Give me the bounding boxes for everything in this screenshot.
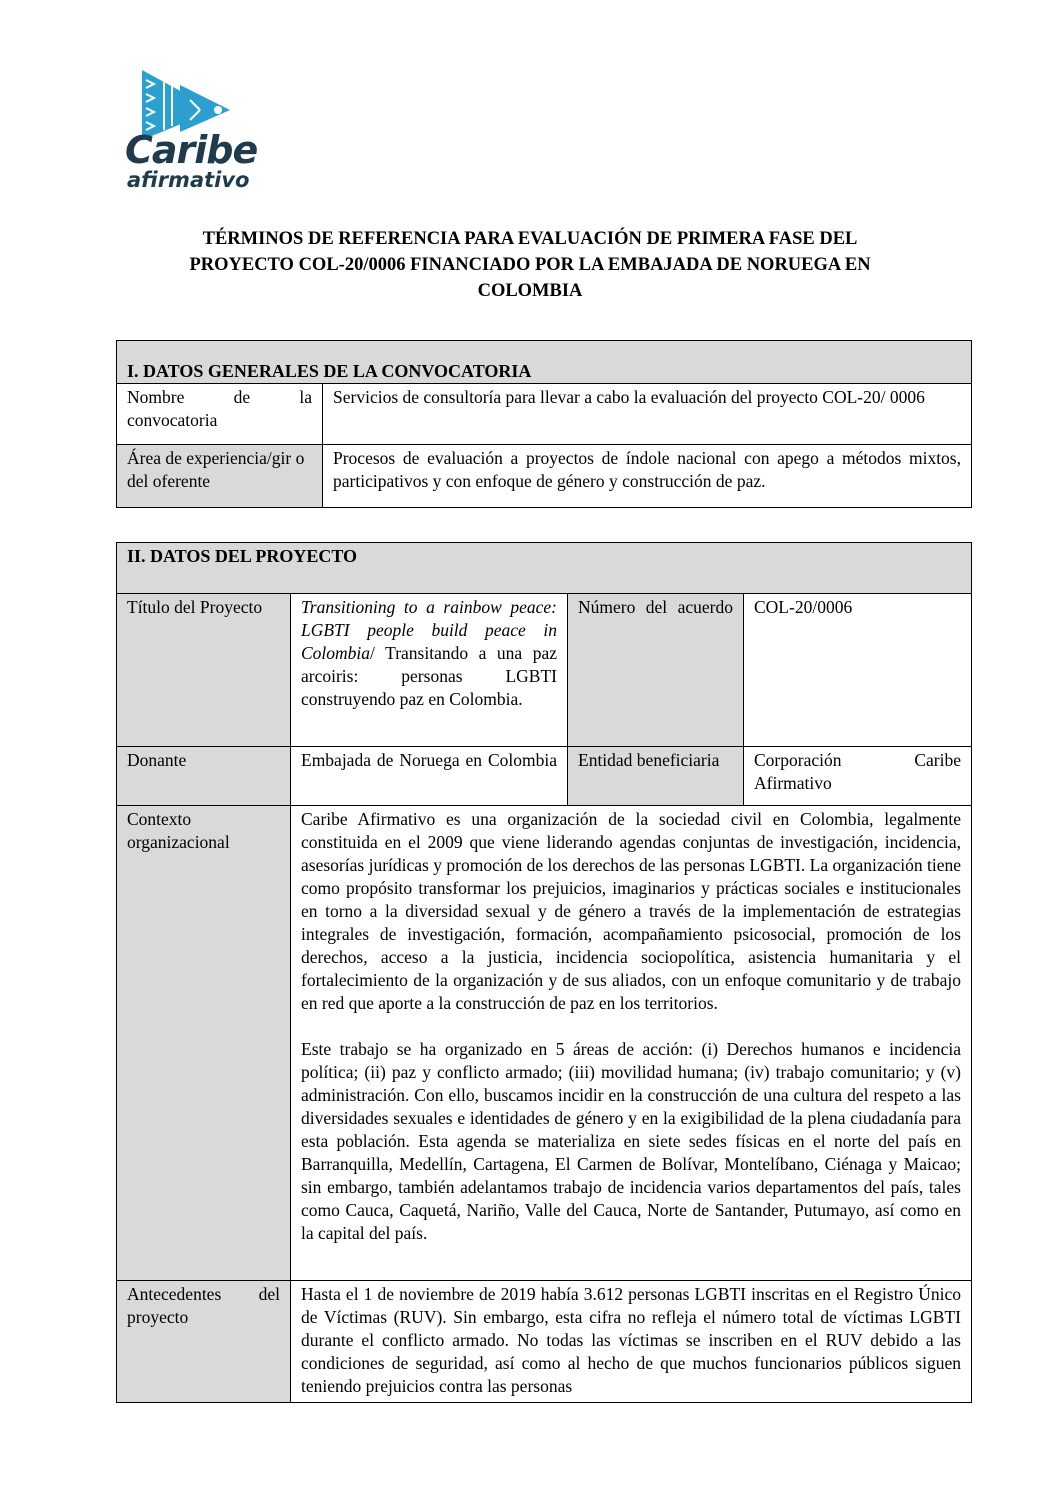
title-line-2: PROYECTO COL-20/0006 FINANCIADO POR LA EMBAJADA DE NORUEGA EN bbox=[189, 255, 871, 275]
label-donante: Donante bbox=[117, 747, 291, 806]
value-numero: COL-20/0006 bbox=[744, 594, 972, 747]
document-title bbox=[140, 226, 920, 304]
value-antecedentes: Hasta el 1 de noviembre de 2019 había 3.612 personas LGBTI inscritas en el Registro Único de Víctimas (RUV). Sin embargo, esta cifra no refleja el número total de víctimas LGBTI durante el conflicto armado. No todas las víctimas se inscriben en el RUV debido a las condiciones de seguridad, así como al hecho de que muchos funcionarios públicos siguen teniendo prejuicios contra las personas bbox=[291, 1281, 972, 1403]
contexto-paragraph-1: Caribe Afirmativo es una organización de la sociedad civil en Colombia, legalmente constituida en el 2009 que viene liderando agendas conjuntas de investigación, incidencia, asesorías jurídicas y promoción de los derechos de las personas LGBTI. La organización tiene como propósito transformar los prejuicios, imaginarios y prácticas sociales e institucionales en torno a la diversidad sexual y de género a través de la implementación de estrategias integrales de investigación, formación, acompañamiento psicosocial, promoción de los derechos, acceso a la justicia, incidencia sociopolítica, asistencia humanitaria y el fortalecimiento de la organización y de sus aliados, con un enfoque comunitario y de trabajo en red que aporte a la construcción de paz en los territorios. bbox=[301, 809, 961, 1013]
label-contexto: Contexto organizacional bbox=[117, 806, 291, 1281]
label-entidad: Entidad beneficiaria bbox=[568, 747, 744, 806]
row-value-nombre: Servicios de consultoría para llevar a cabo la evaluación del proyecto COL-20/ 0006 bbox=[323, 384, 972, 445]
logo-line-1: Caribe bbox=[125, 128, 258, 172]
title-line-1: TÉRMINOS DE REFERENCIA PARA EVALUACIÓN DE PRIMERA FASE DEL bbox=[202, 229, 858, 249]
titulo-spanish: / Transitando a una paz arcoiris: personas LGBTI construyendo paz en Colombia. bbox=[301, 643, 557, 709]
section-1-heading: I. DATOS GENERALES DE LA CONVOCATORIA bbox=[117, 341, 972, 384]
logo-line-2: afirmativo bbox=[127, 168, 250, 192]
title-line-3: COLOMBIA bbox=[477, 281, 583, 301]
contexto-paragraph-2: Este trabajo se ha organizado en 5 áreas de acción: (i) Derechos humanos e incidencia política; (ii) paz y conflicto armado; (iii) movilidad humana; (iv) trabajo comunitario; y (v) administración. Con ello, buscamos incidir en la construcción de una cultura del respeto a las diversidades sexuales e identidades de género y en la exigibilidad de la plena ciudadanía para esta población. Esta agenda se materializa en siete sedes físicas en el norte del país en Barranquilla, Medellín, Cartagena, El Carmen de Bolívar, Montelíbano, Ciénaga y Maicao; sin embargo, también adelantamos trabajo de incidencia varios departamentos del país, tales como Cauca, Caquetá, Nariño, Valle del Cauca, Norte de Santander, Putumayo, así como en la capital del país. bbox=[301, 1039, 961, 1243]
row-label-area: Área de experiencia/gir o del oferente bbox=[117, 445, 323, 508]
row-value-area: Procesos de evaluación a proyectos de índole nacional con apego a métodos mixtos, participativos y con enfoque de género y construcción de paz. bbox=[323, 445, 972, 508]
logo-wordmark bbox=[125, 130, 257, 190]
project-data-table bbox=[116, 542, 972, 1403]
value-titulo bbox=[291, 594, 568, 747]
general-data-table bbox=[116, 340, 972, 508]
row-label-nombre: Nombre de la convocatoria bbox=[117, 384, 323, 445]
section-2-heading: II. DATOS DEL PROYECTO bbox=[117, 543, 972, 594]
label-titulo: Título del Proyecto bbox=[117, 594, 291, 747]
titulo-english: Transitioning to a rainbow peace: LGBTI people build peace in Colombia bbox=[301, 597, 557, 663]
value-donante: Embajada de Noruega en Colombia bbox=[291, 747, 568, 806]
value-entidad: Corporación Caribe Afirmativo bbox=[744, 747, 972, 806]
label-numero: Número del acuerdo bbox=[568, 594, 744, 747]
label-antecedentes: Antecedentes del proyecto bbox=[117, 1281, 291, 1403]
value-contexto bbox=[291, 806, 972, 1281]
